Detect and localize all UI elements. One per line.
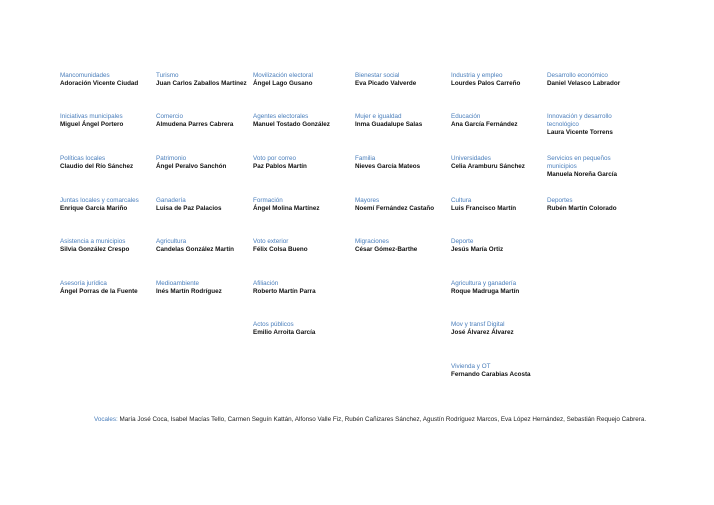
member-name: Laura Vicente Torrens <box>547 129 613 136</box>
member-name: Nieves García Mateos <box>355 163 421 170</box>
committee-role: Servicios en pequeños municipios <box>547 155 611 170</box>
committee-entry <box>253 155 345 171</box>
member-name: Manuela Noreña García <box>547 171 617 178</box>
member-name: Miguel Ángel Portero <box>60 121 124 128</box>
member-name: Ana García Fernández <box>451 121 518 128</box>
committee-role: Agentes electorales <box>253 113 309 120</box>
committee-entry <box>355 155 447 171</box>
member-name: Celia Aramburu Sánchez <box>451 163 525 170</box>
member-name: Félix Colsa Bueno <box>253 246 308 253</box>
committee-entry <box>451 72 543 88</box>
committee-entry <box>156 280 248 296</box>
committee-role: Mujer e igualdad <box>355 113 402 120</box>
committee-role: Medioambiente <box>156 280 200 287</box>
committee-role: Educación <box>451 113 481 120</box>
committee-role: Voto por correo <box>253 155 297 162</box>
committee-role: Políticas locales <box>60 155 106 162</box>
member-name: Manuel Tostado González <box>253 121 330 128</box>
committee-role: Iniciativas municipales <box>60 113 123 120</box>
member-name: Noemí Fernández Castaño <box>355 205 435 212</box>
committee-role: Movilización electoral <box>253 72 313 79</box>
vocales-label: Vocales: <box>94 416 118 423</box>
committee-entry <box>253 280 345 296</box>
committee-role: Actos públicos <box>253 321 294 328</box>
member-name: Enrique García Mariño <box>60 205 128 212</box>
committee-role: Patrimonio <box>156 155 187 162</box>
committee-entry <box>253 72 345 88</box>
committee-role: Innovación y desarrollo tecnológico <box>547 113 612 128</box>
committee-role: Vivienda y OT <box>451 363 491 370</box>
member-name: José Álvarez Álvarez <box>451 329 514 336</box>
committee-entry <box>60 238 152 254</box>
member-name: Luis Francisco Martín <box>451 205 517 212</box>
member-name: Claudio del Río Sánchez <box>60 163 134 170</box>
member-name: Fernando Carabias Acosta <box>451 371 531 378</box>
committee-role: Migraciones <box>355 238 389 245</box>
committee-entry <box>253 197 345 213</box>
member-name: Paz Pablos Martín <box>253 163 307 170</box>
committee-entry <box>60 72 152 88</box>
committee-entry <box>156 238 248 254</box>
member-name: Inés Martín Rodríguez <box>156 288 222 295</box>
committee-entry <box>355 238 447 254</box>
committee-entry <box>547 155 639 179</box>
committee-entry <box>451 321 543 337</box>
committee-role: Formación <box>253 197 283 204</box>
committee-role: Deportes <box>547 197 573 204</box>
member-name: Ángel Lago Gusano <box>253 80 313 87</box>
committee-role: Mancomunidades <box>60 72 110 79</box>
committee-role: Agricultura y ganadería <box>451 280 517 287</box>
member-name: Daniel Velasco Labrador <box>547 80 621 87</box>
committee-entry <box>253 238 345 254</box>
committee-role: Asesoría jurídica <box>60 280 107 287</box>
committee-role: Ganadería <box>156 197 186 204</box>
committee-role: Mov y transf Digital <box>451 321 505 328</box>
committee-entry <box>156 197 248 213</box>
committee-entry <box>156 155 248 171</box>
committee-entry <box>60 280 152 296</box>
vocales-line <box>94 416 694 424</box>
committee-entry <box>156 72 248 88</box>
committee-role: Voto exterior <box>253 238 289 245</box>
committee-entry <box>451 197 543 213</box>
committee-entry <box>451 363 543 379</box>
committee-role: Desarrollo económico <box>547 72 608 79</box>
committee-entry <box>253 321 345 337</box>
committee-entry <box>547 113 639 137</box>
committee-entry <box>547 197 639 213</box>
member-name: Eva Picado Valverde <box>355 80 417 87</box>
committee-entry <box>156 113 248 129</box>
committee-entry <box>451 238 543 254</box>
committee-entry <box>355 113 447 129</box>
member-name: Ángel Peralvo Sanchón <box>156 163 227 170</box>
member-name: Ángel Porras de la Fuente <box>60 288 138 295</box>
member-name: Luisa de Paz Palacios <box>156 205 222 212</box>
member-name: Lourdes Palos Carreño <box>451 80 521 87</box>
committee-entry <box>355 72 447 88</box>
committee-entry <box>60 155 152 171</box>
committee-entry <box>60 113 152 129</box>
member-name: Candelas González Martín <box>156 246 235 253</box>
member-name: Roque Madruga Martín <box>451 288 520 295</box>
committee-entry <box>451 155 543 171</box>
member-name: Almudena Parres Cabrera <box>156 121 234 128</box>
committee-role: Agricultura <box>156 238 187 245</box>
committee-entry <box>547 72 639 88</box>
committee-role: Asistencia a municipios <box>60 238 126 245</box>
committee-role: Cultura <box>451 197 472 204</box>
committee-entry <box>451 113 543 129</box>
committee-role: Deporte <box>451 238 474 245</box>
committee-role: Juntas locales y comarcales <box>60 197 139 204</box>
committee-entry <box>355 197 447 213</box>
member-name: César Gómez-Barthe <box>355 246 418 253</box>
member-name: Jesús María Ortiz <box>451 246 504 253</box>
committee-role: Afiliación <box>253 280 279 287</box>
committee-role: Familia <box>355 155 376 162</box>
committee-role: Universidades <box>451 155 491 162</box>
committee-entry <box>60 197 152 213</box>
committee-role: Turismo <box>156 72 179 79</box>
member-name: Ángel Molina Martínez <box>253 205 320 212</box>
member-name: Juan Carlos Zaballos Martínez <box>156 80 247 87</box>
vocales-members: María José Coca, Isabel Macías Tello, Carmen Seguín Kattán, Alfonso Valle Fiz, Rubén Cañizares Sánchez, Agustín Rodríguez Marcos, Eva López Hernández, Sebastián Requejo Cabrera. <box>117 416 647 423</box>
committee-entry <box>253 113 345 129</box>
member-name: Inma Guadalupe Salas <box>355 121 423 128</box>
member-name: Silvia González Crespo <box>60 246 130 253</box>
committee-role: Industria y empleo <box>451 72 503 79</box>
member-name: Emilio Arroita García <box>253 329 316 336</box>
committee-role: Bienestar social <box>355 72 400 79</box>
member-name: Rubén Martín Colorado <box>547 205 617 212</box>
committee-role: Mayores <box>355 197 380 204</box>
committee-role: Comercio <box>156 113 183 120</box>
member-name: Adoración Vicente Ciudad <box>60 80 139 87</box>
member-name: Roberto Martín Parra <box>253 288 316 295</box>
committee-entry <box>451 280 543 296</box>
